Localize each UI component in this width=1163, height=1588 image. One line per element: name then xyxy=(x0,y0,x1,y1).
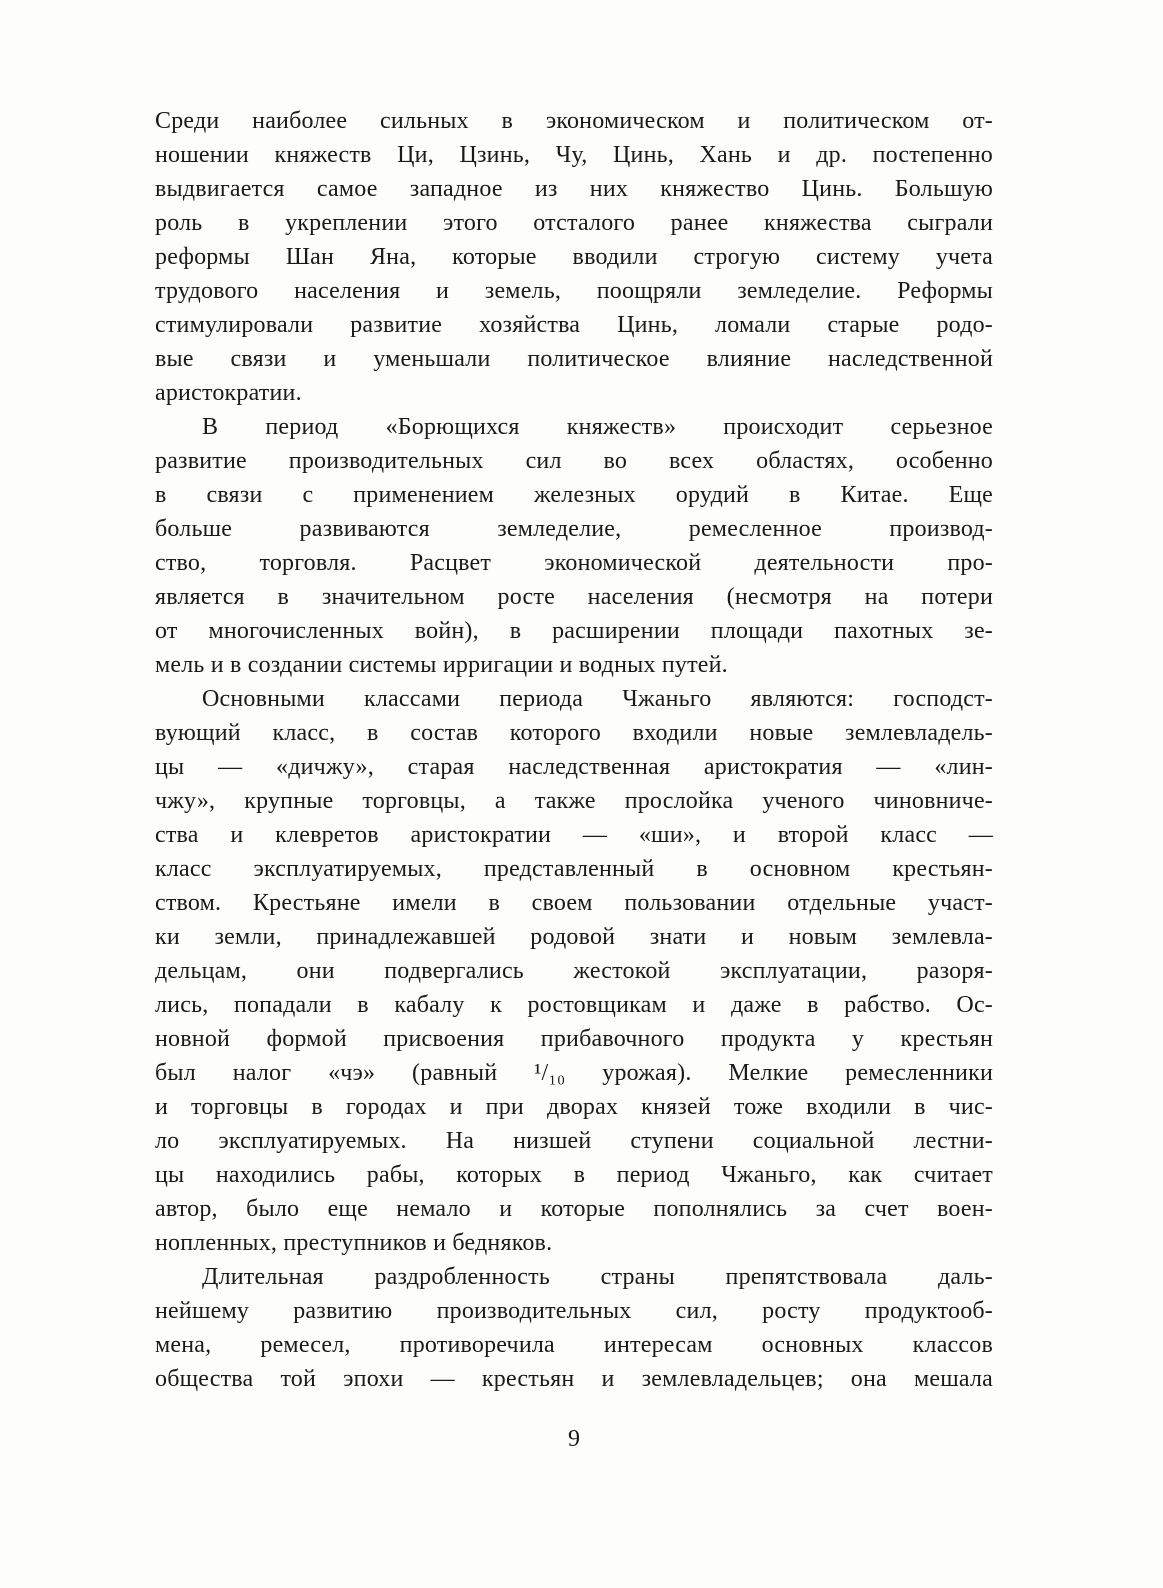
text-line: ло эксплуатируемых. На низшей ступени социальной лестни- xyxy=(155,1128,993,1154)
text-line: новной формой присвоения прибавочного продукта у крестьян xyxy=(155,1026,993,1052)
paragraph-1 xyxy=(155,104,993,410)
text-line: и торговцы в городах и при дворах князей тоже входили в чис- xyxy=(155,1094,993,1120)
text-line: является в значительном росте населения (несмотря на потери xyxy=(155,584,993,610)
text-line: мена, ремесел, противоречила интересам основных классов xyxy=(155,1332,993,1358)
text-line: ки земли, принадлежавшей родовой знати и новым землевла- xyxy=(155,924,993,950)
text-line: аристократии. xyxy=(155,380,302,406)
text-line: дельцам, они подвергались жестокой эксплуатации, разоря- xyxy=(155,958,993,984)
paragraph-2 xyxy=(155,410,993,682)
text-line: вующий класс, в состав которого входили новые землевладель- xyxy=(155,720,993,746)
text-line: ство, торговля. Расцвет экономической деятельности про- xyxy=(155,550,993,576)
text-line: реформы Шан Яна, которые вводили строгую систему учета xyxy=(155,244,993,270)
text-line: лись, попадали в кабалу к ростовщикам и даже в рабство. Ос- xyxy=(155,992,993,1018)
text-line: нопленных, преступников и бедняков. xyxy=(155,1230,553,1256)
text-line: нейшему развитию производительных сил, росту продуктооб- xyxy=(155,1298,993,1324)
text-line: чжу», крупные торговцы, а также прослойка ученого чиновниче- xyxy=(155,788,993,814)
text-line: был налог «чэ» (равный ¹/₁₀ урожая). Мелкие ремесленники xyxy=(155,1060,993,1086)
text-line: стимулировали развитие хозяйства Цинь, ломали старые родо- xyxy=(155,312,993,338)
text-line: больше развиваются земледелие, ремесленное производ- xyxy=(155,516,993,542)
text-line: ношении княжеств Ци, Цзинь, Чу, Цинь, Хань и др. постепенно xyxy=(155,142,993,168)
text-line: цы находились рабы, которых в период Чжаньго, как считает xyxy=(155,1162,993,1188)
text-line: от многочисленных войн), в расширении площади пахотных зе- xyxy=(155,618,993,644)
text-line: Среди наиболее сильных в экономическом и политическом от- xyxy=(155,108,993,134)
text-line: роль в укреплении этого отсталого ранее княжества сыграли xyxy=(155,210,993,236)
paragraph-3 xyxy=(155,682,993,1260)
text-line: автор, было еще немало и которые пополнялись за счет воен- xyxy=(155,1196,993,1222)
text-line: класс эксплуатируемых, представленный в основном крестьян- xyxy=(155,856,993,882)
text-line: Длительная раздробленность страны препятствовала даль- xyxy=(202,1264,993,1290)
text-line: в связи с применением железных орудий в Китае. Еще xyxy=(155,482,993,508)
text-line: В период «Борющихся княжеств» происходит серьезное xyxy=(202,414,993,440)
paragraph-4 xyxy=(155,1260,993,1396)
text-line: ства и клевретов аристократии — «ши», и второй класс — xyxy=(155,822,993,848)
text-line: общества той эпохи — крестьян и землевладельцев; она мешала xyxy=(155,1366,993,1392)
page-number: 9 xyxy=(568,1426,580,1452)
text-line: развитие производительных сил во всех областях, особенно xyxy=(155,448,993,474)
text-block xyxy=(155,104,993,1396)
text-line: цы — «дичжу», старая наследственная аристократия — «лин- xyxy=(155,754,993,780)
text-line: трудового населения и земель, поощряли земледелие. Реформы xyxy=(155,278,993,304)
text-line: мель и в создании системы ирригации и водных путей. xyxy=(155,652,728,678)
text-line: выдвигается самое западное из них княжество Цинь. Большую xyxy=(155,176,993,202)
text-line: вые связи и уменьшали политическое влияние наследственной xyxy=(155,346,993,372)
text-line: Основными классами периода Чжаньго являются: господст- xyxy=(202,686,993,712)
text-line: ством. Крестьяне имели в своем пользовании отдельные участ- xyxy=(155,890,993,916)
